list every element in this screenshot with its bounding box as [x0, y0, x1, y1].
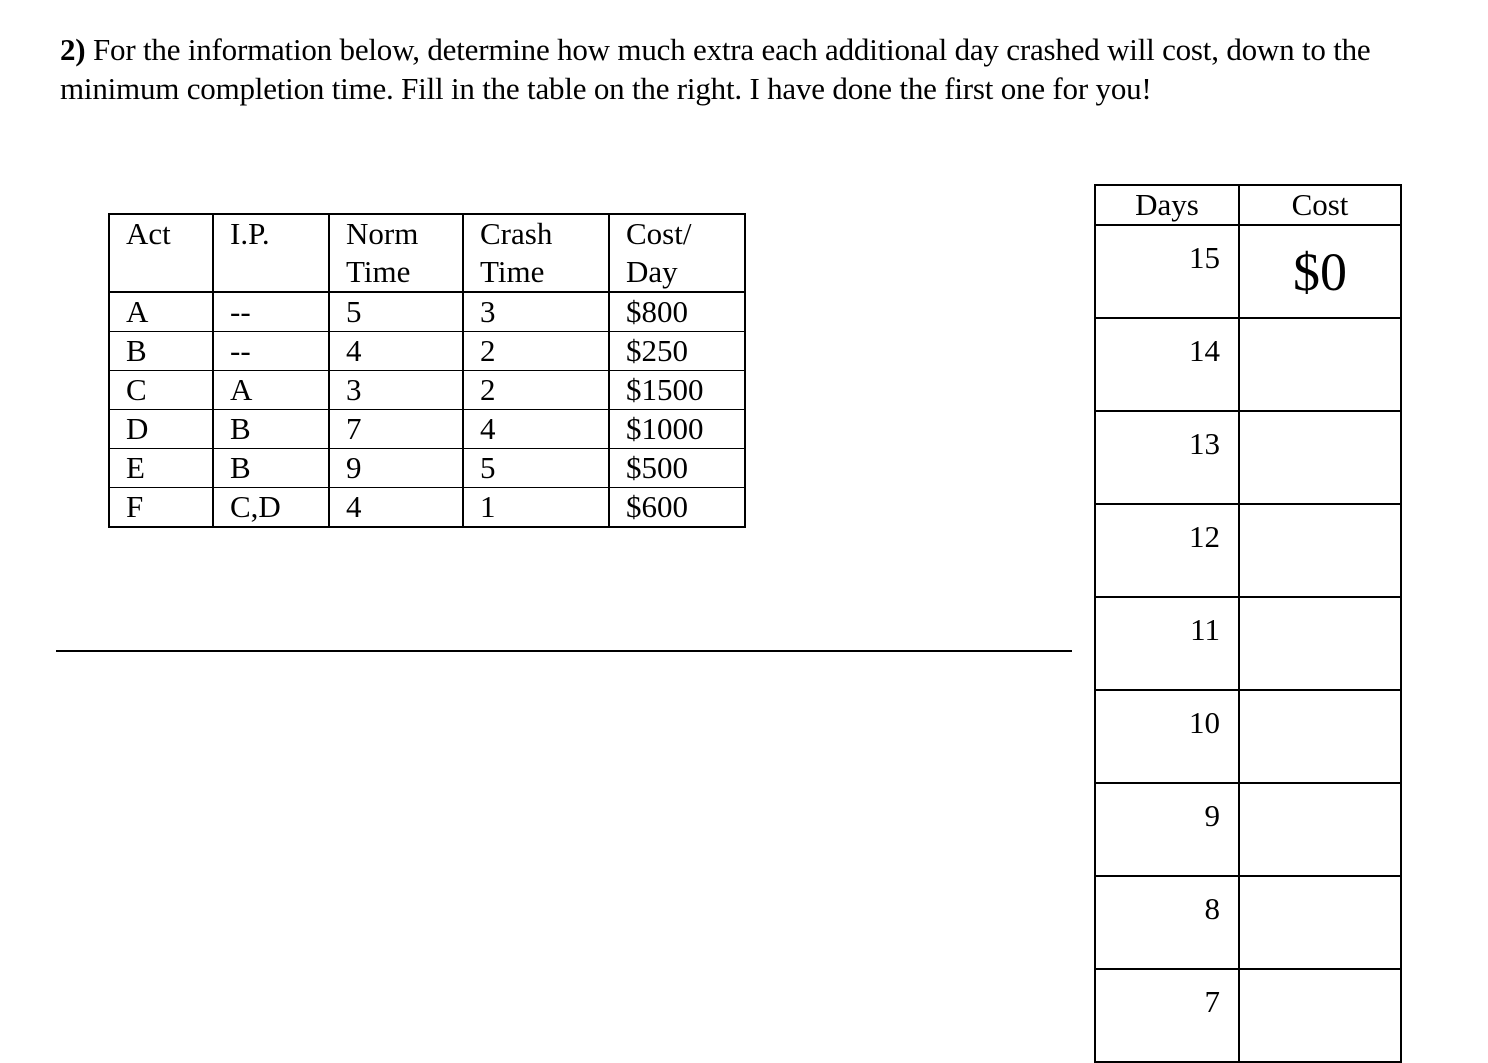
table-row [109, 488, 745, 528]
day-cell: 15 [1095, 225, 1239, 318]
cell-norm: 9 [329, 449, 463, 488]
cell-act: E [109, 449, 213, 488]
header-cost-line1: Cost/ [626, 216, 692, 251]
cell-ip: A [213, 371, 329, 410]
days-row [1095, 504, 1401, 597]
cell-ip: -- [213, 332, 329, 371]
day-cell: 13 [1095, 411, 1239, 504]
question-number: 2) [60, 32, 86, 67]
question-body: For the information below, determine how much extra each additional day crashed will cost, down to the minimum completion time. Fill in the table on the right. I have done the first one for you! [60, 32, 1371, 106]
cell-crash: 2 [463, 332, 609, 371]
cell-crash: 3 [463, 292, 609, 332]
day-cell: 11 [1095, 597, 1239, 690]
cell-cost: $600 [609, 488, 745, 528]
activity-table [108, 213, 746, 528]
activity-table-header [109, 214, 745, 292]
cost-cell[interactable] [1239, 318, 1401, 411]
header-norm-time [329, 214, 463, 292]
cell-act: B [109, 332, 213, 371]
cell-ip: B [213, 410, 329, 449]
cell-cost: $1500 [609, 371, 745, 410]
days-row [1095, 969, 1401, 1062]
cell-norm: 4 [329, 332, 463, 371]
answer-divider-line [56, 650, 1072, 652]
day-cell: 7 [1095, 969, 1239, 1062]
table-row [109, 371, 745, 410]
cost-cell[interactable] [1239, 411, 1401, 504]
days-row [1095, 411, 1401, 504]
cell-ip: B [213, 449, 329, 488]
table-row [109, 449, 745, 488]
days-row [1095, 690, 1401, 783]
table-row [109, 292, 745, 332]
header-act: Act [109, 214, 213, 292]
day-cell: 12 [1095, 504, 1239, 597]
cost-cell[interactable] [1239, 597, 1401, 690]
cell-act: C [109, 371, 213, 410]
cell-crash: 1 [463, 488, 609, 528]
days-row [1095, 225, 1401, 318]
cell-crash: 4 [463, 410, 609, 449]
cell-norm: 4 [329, 488, 463, 528]
header-days: Days [1095, 185, 1239, 225]
cost-cell[interactable] [1239, 969, 1401, 1062]
cost-cell[interactable] [1239, 783, 1401, 876]
table-row [109, 332, 745, 371]
cell-cost: $1000 [609, 410, 745, 449]
cost-cell[interactable] [1239, 690, 1401, 783]
cell-cost: $800 [609, 292, 745, 332]
header-cost-line2: Day [626, 254, 678, 289]
cell-cost: $250 [609, 332, 745, 371]
days-row [1095, 318, 1401, 411]
header-crash-line1: Crash [480, 216, 553, 251]
cost-cell: $0 [1239, 225, 1401, 318]
days-row [1095, 597, 1401, 690]
header-crash-line2: Time [480, 254, 545, 289]
header-cost: Cost [1239, 185, 1401, 225]
cell-ip: C,D [213, 488, 329, 528]
day-cell: 8 [1095, 876, 1239, 969]
cell-cost: $500 [609, 449, 745, 488]
cell-ip: -- [213, 292, 329, 332]
days-row [1095, 783, 1401, 876]
cell-norm: 3 [329, 371, 463, 410]
cell-norm: 5 [329, 292, 463, 332]
cell-act: D [109, 410, 213, 449]
days-cost-table [1094, 184, 1402, 1063]
cell-crash: 5 [463, 449, 609, 488]
day-cell: 14 [1095, 318, 1239, 411]
cell-crash: 2 [463, 371, 609, 410]
days-row [1095, 876, 1401, 969]
header-cost-per-day [609, 214, 745, 292]
table-row [109, 410, 745, 449]
header-norm-line2: Time [346, 254, 411, 289]
question-text [60, 30, 1390, 108]
days-table-header [1095, 185, 1401, 225]
header-norm-line1: Norm [346, 216, 419, 251]
header-crash-time [463, 214, 609, 292]
cell-act: F [109, 488, 213, 528]
header-ip: I.P. [213, 214, 329, 292]
cost-cell[interactable] [1239, 504, 1401, 597]
day-cell: 10 [1095, 690, 1239, 783]
day-cell: 9 [1095, 783, 1239, 876]
cell-act: A [109, 292, 213, 332]
cost-cell[interactable] [1239, 876, 1401, 969]
cell-norm: 7 [329, 410, 463, 449]
